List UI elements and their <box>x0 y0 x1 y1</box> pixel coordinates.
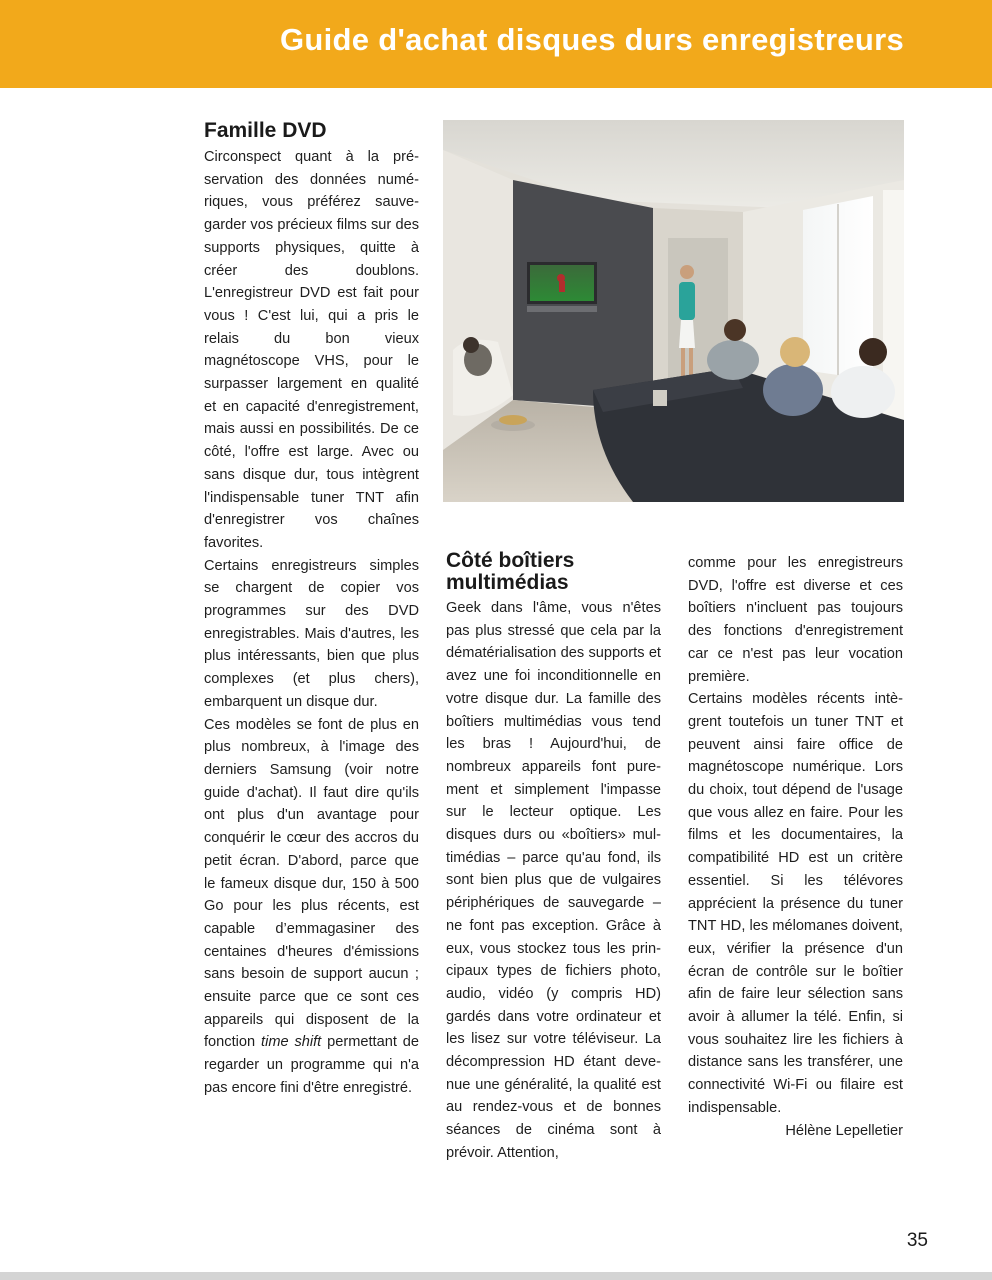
page-number: 35 <box>906 1230 928 1251</box>
page-header <box>0 0 992 88</box>
living-room-photo <box>443 120 904 502</box>
column-famille-dvd <box>204 118 419 1100</box>
paragraph: Certains modèles récents intègrent toutefois un tuner TNT et peuvent ainsi faire office de magnétoscope numérique. Lors du choix, tout dépend de l'usage que vous allez en faire. Pour les films et les documentaires, la compatibilité HD est un critère essentiel. Si les télévores apprécient la présence du tuner TNT HD, les mélomanes doivent, eux, vérifier la présence d'un écran de contrôle sur le boîtier afin de faire leur sélection sans avoir à allumer la télé. Enfin, si vous souhaitez lire les fichiers à distance sans les transférer, une connectivité Wi-Fi ou filaire est indispensable. <box>688 691 903 1116</box>
paragraph <box>204 714 419 1100</box>
page-title: Guide d'achat disques durs enregistreurs <box>279 22 904 57</box>
paragraph: Circonspect quant à la préservation des données numériques, vous préférez sauvegarder vos précieux films sur des supports physiques, quitte à créer des doublons. L'enregistreur DVD est fait pour vous ! C'est lui, qui a pris le relais du bon vieux magnétoscope VHS, pour le surpasser largement en qualité et en capacité d'enregistrement, mais aussi en possibilités. De ce côté, l'offre est large. Avec ou sans disque dur, tous intègrent l'indispensable tuner TNT afin d'enregistrer vos chaînes favorites. <box>204 149 419 551</box>
author-signature: Hélène Lepelletier <box>785 1122 903 1139</box>
paragraph-text: permettant de regarder un programme qui n'a pas encore fini d'être enregistré. <box>204 1034 420 1096</box>
section-heading-boitiers-multimedias: Côté boîtiers multimédias <box>446 549 575 594</box>
column-continuation <box>688 552 903 1142</box>
paragraph: Certains enregistreurs simples se chargent de copier vos programmes sur des DVD enregistrables. Mais d'autres, les plus intéressants, bien que plus complexes (et plus chers), embarquent un disque dur. <box>204 557 419 710</box>
living-room-illustration <box>443 120 904 502</box>
bottom-bar <box>0 1272 992 1280</box>
paragraph-text: Ces modèles se font de plus en plus nombreux, à l'image des derniers Samsung (voir notre guide d'achat). Il faut dire qu'ils ont plus d'un avantage pour conquérir le cœur des accros du petit écran. D'abord, parce que le fameux disque dur, 150 à 500 Go pour les plus récents, est capable d’emmagasiner des centaines d'heures d'émissions sans besoin de support aucun ; ensuite parce que ce sont ces appareils qui disposent de la fonction <box>204 716 419 1051</box>
paragraph: Geek dans l'âme, vous n'êtes pas plus stressé que cela par la dématérialisation des supports et avez une foi inconditionnelle en votre disque dur. La famille des boîtiers multimédias vous tend les bras ! Aujourd'hui, de nombreux appareils font purement et simplement l'impasse sur le lecteur optique. Les disques durs ou «boîtiers» multimédias – parce qu'au fond, ils sont bien plus que de vulgaires périphériques de sauvegarde – ne font pas exception. Grâce à eux, vous stockez tous les principaux types de fichiers photo, audio, vidéo (y compris HD) gardés dans votre ordinateur et les lisez sur votre téléviseur. La décompression HD étant devenue une généralité, la qualité est au rendez-vous et de bonnes séances de cinéma sont à prévoir. Attention, <box>446 600 661 1161</box>
column-boitiers-multimedias <box>446 550 661 1165</box>
paragraph: comme pour les enregistreurs DVD, l'offre est diverse et ces boîtiers n'incluent pas toujours des fonctions d'enregistrement car ce n'est pas leur vocation première. <box>688 555 903 685</box>
italic-term: time shift <box>261 1034 322 1051</box>
section-heading-famille-dvd: Famille DVD <box>204 119 327 142</box>
